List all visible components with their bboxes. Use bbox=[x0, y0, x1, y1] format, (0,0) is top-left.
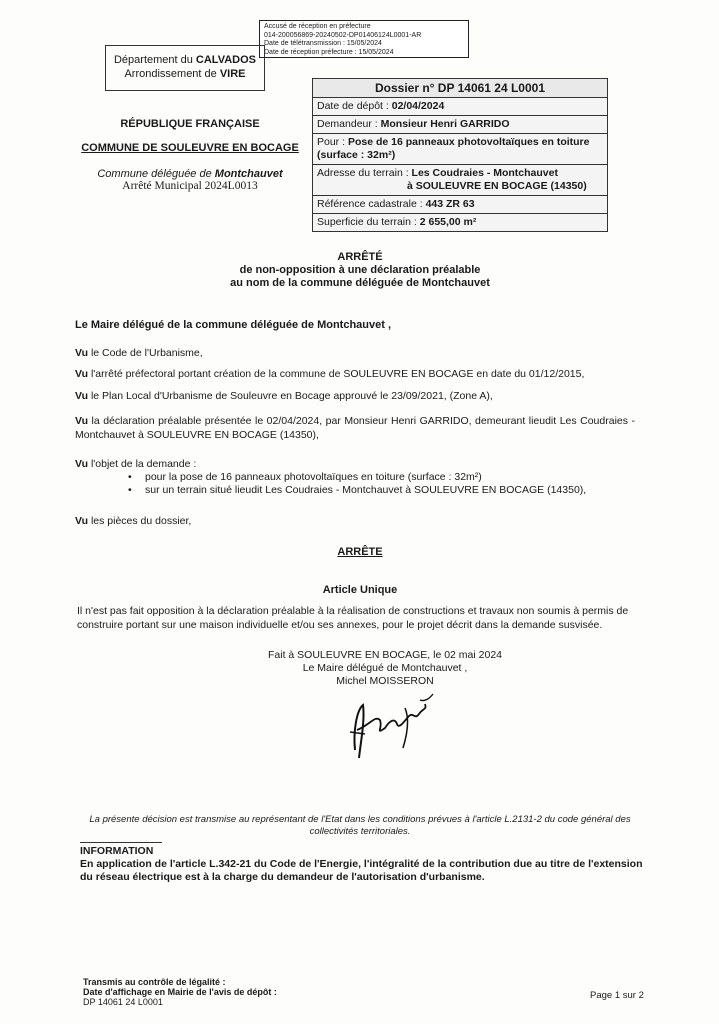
information-label: INFORMATION bbox=[80, 842, 162, 858]
vu-declaration: Vu la déclaration préalable présentée le 02/04/2024, par Monsieur Henri GARRIDO, demeurant lieudit Les Coudraies - Montchauvet à SOULEUVRE EN BOCAGE (14350), bbox=[75, 415, 635, 441]
republique-title: RÉPUBLIQUE FRANÇAISE bbox=[120, 118, 260, 130]
commune-header bbox=[70, 118, 310, 192]
prefecture-receipt-stamp bbox=[259, 20, 469, 58]
list-item: • sur un terrain situé lieudit Les Coudraies - Montchauvet à SOULEUVRE EN BOCAGE (14350), bbox=[128, 484, 628, 497]
dossier-box bbox=[312, 78, 608, 232]
dossier-title: Dossier n° DP 14061 24 L0001 bbox=[313, 79, 607, 98]
arrondissement-line: Arrondissement de VIRE bbox=[124, 68, 246, 80]
dossier-adresse: Adresse du terrain : Les Coudraies - Montchauvet à SOULEUVRE EN BOCAGE (14350) bbox=[313, 165, 607, 196]
page-number: Page 1 sur 2 bbox=[590, 990, 644, 1001]
handwritten-signature bbox=[335, 690, 445, 765]
dossier-pour: Pour : Pose de 16 panneaux photovoltaïques en toiture (surface : 32m²) bbox=[313, 134, 607, 165]
signature-block bbox=[265, 649, 505, 688]
list-item: • pour la pose de 16 panneaux photovoltaïques en toiture (surface : 32m²) bbox=[128, 471, 628, 484]
footer-affichage: Date d'affichage en Mairie de l'avis de dépôt : bbox=[83, 987, 277, 997]
footer-controle: Transmis au contrôle de légalité : bbox=[83, 977, 226, 987]
vu-plu: Vu le Plan Local d'Urbanisme de Souleuvre en Bocage approuvé le 23/09/2021, (Zone A), bbox=[75, 390, 493, 402]
objet-list bbox=[128, 471, 628, 497]
article-text: Il n'est pas fait opposition à la déclaration préalable à la réalisation de constructions et travaux non soumis à permis de construire portant sur une maison individuelle et/ou ses annexes, pour le projet décrit dans la demande susvisée. bbox=[77, 605, 629, 631]
stamp-line: Date de télétransmission : 15/05/2024 bbox=[264, 40, 382, 47]
signature-name: Michel MOISSERON bbox=[336, 675, 434, 687]
information-block bbox=[80, 842, 645, 884]
department-box bbox=[105, 45, 265, 91]
stamp-line: Date de réception préfecture : 15/05/2024 bbox=[264, 48, 394, 56]
document-title bbox=[120, 251, 600, 290]
vu-objet: Vu l'objet de la demande : bbox=[75, 458, 197, 470]
transmission-note: La présente décision est transmise au représentant de l'Etat dans les conditions prévues à l'article L.2131-2 du code général des collectivités territoriales. bbox=[89, 814, 631, 837]
information-text: En application de l'article L.342-21 du Code de l'Energie, l'intégralité de la contribution due au titre de l'extension du réseau électrique est à la charge du demandeur de l'autorisation d'urbanisme. bbox=[80, 858, 643, 883]
title-arrete: ARRÊTÉ bbox=[337, 251, 383, 263]
stamp-line: Accusé de réception en préfecture bbox=[264, 23, 371, 30]
dossier-superficie: Superficie du terrain : 2 655,00 m² bbox=[317, 216, 477, 228]
article-heading: Article Unique bbox=[322, 584, 398, 596]
dossier-demandeur: Demandeur : Monsieur Henri GARRIDO bbox=[313, 116, 607, 134]
signature-role: Le Maire délégué de Montchauvet , bbox=[302, 662, 468, 674]
vu-pieces: Vu les pièces du dossier, bbox=[75, 515, 192, 527]
department-line: Département du CALVADOS bbox=[113, 54, 257, 66]
arrete-heading: ARRÊTE bbox=[337, 546, 383, 558]
maire-heading: Le Maire délégué de la commune déléguée de Montchauvet , bbox=[75, 319, 392, 331]
dossier-reference: Référence cadastrale : 443 ZR 63 bbox=[313, 196, 607, 214]
stamp-line: 014-200056869-20240502-DP01406124L0001-AR bbox=[264, 31, 422, 39]
dossier-date: Date de dépôt : 02/04/2024 bbox=[313, 98, 607, 116]
title-line2: de non-opposition à une déclaration préalable bbox=[239, 264, 481, 276]
signature-place-date: Fait à SOULEUVRE EN BOCAGE, le 02 mai 2024 bbox=[267, 649, 502, 661]
vu-code: Vu le Code de l'Urbanisme, bbox=[75, 347, 203, 359]
footer-block bbox=[83, 977, 277, 1007]
vu-arrete-prefectoral: Vu l'arrêté préfectoral portant création de la commune de SOULEUVRE EN BOCAGE en date du 01/12/2015, bbox=[75, 368, 585, 380]
arrete-number: Arrêté Municipal 2024L0013 bbox=[122, 180, 258, 192]
title-line3: au nom de la commune déléguée de Montchauvet bbox=[230, 277, 490, 289]
commune-name: COMMUNE DE SOULEUVRE EN BOCAGE bbox=[81, 142, 299, 154]
footer-dossier-number: DP 14061 24 L0001 bbox=[83, 997, 163, 1007]
commune-deleguee: Commune déléguée de Montchauvet bbox=[97, 168, 283, 180]
